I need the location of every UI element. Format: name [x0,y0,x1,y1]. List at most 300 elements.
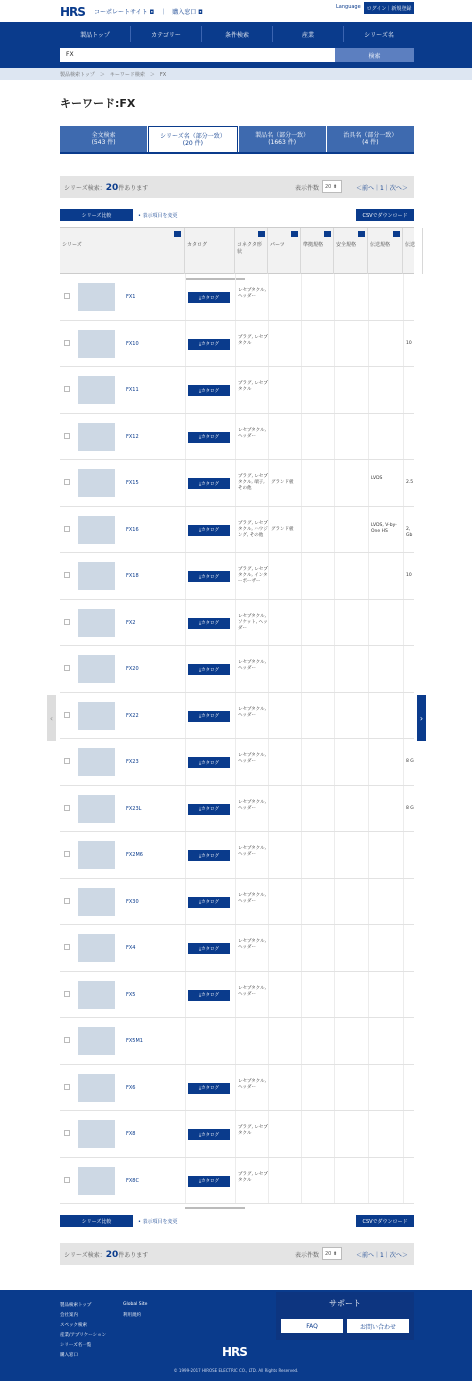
catalog-label: カタログ [201,342,219,347]
main-nav [60,26,414,42]
column-divider [403,507,404,553]
series-link[interactable]: FX12 [126,433,139,440]
shape-cell: レセプタクル, ヘッダー [238,799,266,811]
column-divider [268,367,269,413]
row-checkbox[interactable] [64,293,70,299]
column-divider [235,274,236,320]
tab-count: (1663 件) [268,139,297,146]
product-thumbnail[interactable] [78,748,115,776]
shape-cell: プラグ, レセプタクル [238,1125,268,1136]
footer-link[interactable]: スペック検索 [60,1323,87,1328]
table-row [60,972,414,1019]
row-checkbox[interactable] [64,1084,70,1090]
column-divider [368,553,369,599]
tab-label: 治具名（部分一致） [343,132,398,139]
row-checkbox[interactable] [64,386,70,392]
breadcrumb: 製品検索トップ ＞ キーワード検索 ＞ FX [0,68,472,80]
table-row [60,600,414,647]
column-divider [334,367,335,413]
column-divider [301,274,302,320]
column-divider [235,414,236,460]
series-link[interactable]: FX18 [126,573,139,579]
column-divider [235,460,236,506]
row-checkbox[interactable] [64,712,70,718]
column-divider [235,925,236,971]
filter-icon[interactable] [258,231,265,237]
catalog-label: カタログ [201,388,219,394]
col-compliance [301,228,334,274]
column-divider [268,1018,269,1064]
table-toolbar [60,209,414,221]
search-input[interactable]: FX [60,48,335,62]
column-divider [368,274,369,320]
col-label: コネクタ形状 [237,242,262,255]
row-checkbox[interactable] [64,898,70,904]
column-divider [368,367,369,413]
column-divider [334,460,335,506]
column-divider [403,414,404,460]
shape-cell: レセプタクル, ヘッダー [238,985,266,997]
column-divider [268,972,269,1018]
result-count [64,1250,148,1260]
count-number: 20 [105,183,119,193]
catalog-label: カタログ [201,1086,219,1091]
result-tabs [60,126,414,152]
catalog-button[interactable]: ⤓ カタログ [188,990,230,1001]
transmission-cell: LVDS, V-by-One HS [371,522,397,534]
series-link[interactable]: FX5 [126,991,136,998]
catalog-button[interactable]: ⤓ カタログ [188,292,230,303]
row-checkbox[interactable] [64,805,70,811]
table-row [60,507,414,554]
shape-cell: レセプタクル, ソケット, ヘッダー [238,613,268,631]
catalog-label: カタログ [201,667,219,673]
product-thumbnail[interactable] [78,330,115,358]
column-divider [268,414,269,460]
speed-cell: 8 G [406,805,414,811]
col-catalog [185,228,235,274]
column-divider [368,879,369,925]
shape-cell: レセプタクル, ヘッダー [238,753,266,764]
search-button[interactable]: 検索 [335,48,414,62]
series-link[interactable]: FX15 [126,480,139,486]
filter-icon[interactable] [174,231,181,237]
footer-link[interactable]: Global Site [123,1302,148,1307]
row-checkbox[interactable] [64,433,70,439]
product-thumbnail[interactable] [78,888,115,916]
series-link[interactable]: FX16 [126,526,139,533]
filter-icon[interactable] [358,231,365,237]
faq-button[interactable]: FAQ [281,1319,343,1333]
tab-series[interactable] [148,126,237,152]
login-button[interactable]: ログイン｜新規登録 [364,2,414,14]
count-suffix: 件あります [118,185,149,192]
catalog-label: カタログ [201,1132,219,1138]
nav-condition-search[interactable]: 条件検索 [201,26,272,42]
column-divider [185,600,186,646]
tab-product[interactable] [239,126,326,152]
column-divider [368,1158,369,1204]
copyright: © 1999-2017 HIROSE ELECTRIC CO., LTD. All Rights Reserved. [173,1368,299,1373]
product-thumbnail[interactable] [78,1074,115,1102]
column-divider [334,879,335,925]
column-divider [268,1065,269,1111]
catalog-button[interactable]: ⤓ カタログ [188,897,230,908]
series-link[interactable]: FX30 [126,898,139,905]
catalog-button[interactable]: ⤓ カタログ [188,943,230,954]
shape-cell: レセプタクル, ヘッダー [238,1078,266,1090]
column-divider [403,1065,404,1111]
table-row [60,414,414,461]
column-divider [403,1111,404,1157]
table-row [60,1111,414,1158]
csv-download-button[interactable]: CSVでダウンロード [356,209,414,221]
row-checkbox[interactable] [64,479,70,485]
product-thumbnail[interactable] [78,283,115,311]
column-divider [334,1065,335,1111]
catalog-button[interactable]: ⤓ カタログ [188,757,230,768]
language-link[interactable]: Language [336,4,361,10]
column-divider [334,553,335,599]
column-divider [403,460,404,506]
column-divider [403,1018,404,1064]
product-thumbnail[interactable] [78,702,115,730]
column-divider [268,460,269,506]
series-link[interactable]: FX2 [126,619,136,626]
speed-cell: 2.5 [406,480,414,485]
scroll-right-arrow-icon[interactable]: › [417,695,426,741]
filter-icon[interactable] [324,231,331,237]
catalog-button[interactable]: ⤓ カタログ [188,1129,230,1140]
column-divider [368,832,369,878]
row-checkbox[interactable] [64,944,70,950]
column-divider [301,925,302,971]
column-divider [268,693,269,739]
row-checkbox[interactable] [64,1037,70,1043]
column-divider [185,414,186,460]
series-link[interactable]: FX8 [126,1131,136,1137]
catalog-label: カタログ [201,714,219,719]
footer-link[interactable]: 購入窓口 [60,1353,78,1358]
row-checkbox[interactable] [64,526,70,532]
column-divider [268,321,269,367]
series-link[interactable]: FX20 [126,666,139,672]
per-page-select[interactable]: 20 ⬍ [322,180,342,193]
column-divider [403,1158,404,1204]
row-checkbox[interactable] [64,665,70,671]
catalog-label: カタログ [201,621,219,626]
catalog-button[interactable]: ⤓ カタログ [188,711,230,722]
product-thumbnail[interactable] [78,1120,115,1148]
column-divider [403,972,404,1018]
table-row [60,367,414,414]
catalog-button[interactable]: ⤓ カタログ [188,478,230,489]
change-columns-link[interactable]: • 表示項目を変更 [138,213,178,219]
product-thumbnail[interactable] [78,1027,115,1055]
catalog-button[interactable]: ⤓ カタログ [188,804,230,815]
footer-link[interactable]: 産業/アプリケーション [60,1333,107,1338]
catalog-button[interactable]: ⤓ カタログ [188,618,230,629]
column-divider [334,739,335,785]
catalog-label: カタログ [201,993,219,998]
nav-product-top[interactable]: 製品トップ [80,31,110,39]
tab-count: (543 件) [91,139,116,146]
column-divider [334,925,335,971]
column-divider [235,600,236,646]
column-divider [368,925,369,971]
csv-download-button[interactable]: CSVでダウンロード [356,1215,414,1227]
table-scrollbar-bottom[interactable] [185,1207,245,1209]
column-divider [235,693,236,739]
catalog-button[interactable]: ⤓ カタログ [188,1083,230,1094]
scroll-left-arrow-icon[interactable]: ‹ [47,695,56,741]
footer-logo[interactable]: HRS [222,1345,247,1359]
col-shape [235,228,268,274]
purchase-link[interactable]: 購入窓口 ◘ [172,9,203,16]
column-divider [185,274,186,320]
footer-link[interactable]: 会社案内 [60,1313,78,1318]
page-title: キーワード:FX [60,97,136,110]
column-divider [368,1018,369,1064]
column-divider [301,739,302,785]
column-divider [368,646,369,692]
column-divider [403,600,404,646]
column-divider [334,972,335,1018]
column-divider [185,367,186,413]
series-link[interactable]: FX23 [126,759,139,765]
shape-cell: レセプタクル, ヘッダー [238,939,266,950]
series-link[interactable]: FX1 [126,294,136,300]
product-thumbnail[interactable] [78,795,115,823]
table-row [60,832,414,879]
catalog-label: カタログ [201,760,219,766]
col-label: パーツ [270,242,285,248]
column-divider [235,972,236,1018]
column-divider [368,786,369,832]
column-divider [368,693,369,739]
column-divider [301,879,302,925]
tab-jig[interactable] [327,126,414,152]
column-divider [334,274,335,320]
column-divider [403,739,404,785]
shape-cell: プラグ, レセプタクル [238,381,268,392]
catalog-label: カタログ [201,295,219,301]
product-thumbnail[interactable] [78,516,115,544]
column-divider [368,1065,369,1111]
shape-cell: プラグ, レセプタクル [238,334,268,346]
row-checkbox[interactable] [64,991,70,997]
product-thumbnail[interactable] [78,609,115,637]
hrs-logo[interactable]: HRS [60,5,85,19]
row-checkbox[interactable] [64,758,70,764]
row-checkbox[interactable] [64,1177,70,1183]
nav-category[interactable]: カテゴリー [130,26,201,42]
col-label: 伝送 [405,242,416,248]
series-link[interactable]: FX2M6 [126,852,143,858]
footer-link[interactable]: シリーズ名一覧 [60,1343,92,1348]
tab-label: 全文検索 [91,132,116,139]
column-divider [368,600,369,646]
filter-icon[interactable] [393,231,400,237]
column-divider [403,786,404,832]
series-link[interactable]: FX23L [126,805,142,812]
column-divider [235,879,236,925]
column-divider [403,925,404,971]
series-link[interactable]: FX11 [126,387,139,393]
catalog-label: カタログ [201,946,219,952]
column-divider [334,693,335,739]
column-divider [268,832,269,878]
column-divider [403,321,404,367]
column-divider [268,1111,269,1157]
product-thumbnail[interactable] [78,562,115,590]
table-row [60,739,414,786]
shape-cell: プラグ, レセプタクル, ハウジング, その他 [238,520,268,538]
column-divider [301,972,302,1018]
column-divider [235,1158,236,1204]
row-checkbox[interactable] [64,340,70,346]
per-page-label: 表示件数 [295,185,320,192]
catalog-button[interactable]: ⤓ カタログ [188,571,230,582]
column-divider [268,786,269,832]
pagination[interactable]: ＜前へ｜1｜次へ＞ [356,1252,408,1259]
tab-underline [60,152,414,154]
column-divider [403,693,404,739]
series-link[interactable]: FX22 [126,712,139,719]
row-checkbox[interactable] [64,851,70,857]
column-divider [185,925,186,971]
table-row [60,553,414,600]
col-series [60,228,185,274]
column-divider [185,832,186,878]
product-thumbnail[interactable] [78,841,115,869]
per-page-select[interactable]: 20 ⬍ [322,1247,342,1260]
count-number: 20 [105,1250,119,1260]
catalog-label: カタログ [201,481,219,487]
speed-cell: 10 [406,573,412,578]
column-divider [301,786,302,832]
row-checkbox[interactable] [64,619,70,625]
shape-cell: レセプタクル, ヘッダー [238,660,266,671]
catalog-label: カタログ [201,853,219,859]
column-divider [334,832,335,878]
product-thumbnail[interactable] [78,423,115,451]
column-divider [235,646,236,692]
column-divider [185,553,186,599]
column-divider [185,507,186,553]
product-thumbnail[interactable] [78,655,115,683]
column-divider [301,1018,302,1064]
column-divider [368,321,369,367]
result-count-bar [60,176,414,198]
column-divider [268,507,269,553]
column-divider [334,786,335,832]
column-divider [235,786,236,832]
column-divider [301,321,302,367]
col-transmission [368,228,403,274]
table-row [60,460,414,507]
series-link[interactable]: FX5M1 [126,1038,143,1044]
compare-button[interactable]: シリーズ比較 [60,1215,133,1227]
row-checkbox[interactable] [64,1130,70,1136]
table-row [60,693,414,740]
top-bar [0,0,472,22]
nav-industry[interactable]: 産業 [272,26,343,42]
catalog-button[interactable]: ⤓ カタログ [188,385,230,396]
column-divider [334,646,335,692]
catalog-label: カタログ [201,528,219,533]
product-thumbnail[interactable] [78,981,115,1009]
footer-link[interactable]: 利用規約 [123,1313,141,1318]
product-thumbnail[interactable] [78,469,115,497]
column-divider [185,1018,186,1064]
shape-cell: プラグ, レセプタクル, インターポーザー [238,567,268,584]
support-title: サポート [329,1299,361,1308]
catalog-button[interactable]: ⤓ カタログ [188,850,230,861]
table-row [60,879,414,926]
column-divider [334,414,335,460]
catalog-button[interactable]: ⤓ カタログ [188,1176,230,1187]
tab-fulltext[interactable] [60,126,147,152]
speed-cell: 10 [406,340,412,346]
col-label: 伝送規格 [370,242,391,248]
catalog-button[interactable]: ⤓ カタログ [188,339,230,350]
column-divider [403,832,404,878]
catalog-label: カタログ [201,807,219,812]
column-divider [301,832,302,878]
column-divider [368,414,369,460]
tab-count: (20 件) [182,140,203,147]
row-checkbox[interactable] [64,572,70,578]
catalog-button[interactable]: ⤓ カタログ [188,432,230,443]
column-divider [301,1158,302,1204]
compare-button[interactable]: シリーズ比較 [60,209,133,221]
series-link[interactable]: FX8C [126,1177,139,1184]
series-link[interactable]: FX4 [126,945,136,951]
product-thumbnail[interactable] [78,376,115,404]
corporate-site-link[interactable]: コーポレートサイト ◘ [94,9,155,16]
footer-link[interactable]: 製品検索トップ [60,1303,92,1308]
contact-button[interactable]: お問い合わせ [347,1319,409,1333]
pagination[interactable]: ＜前へ｜1｜次へ＞ [356,185,408,192]
count-prefix: シリーズ検索： [64,1252,106,1259]
product-thumbnail[interactable] [78,934,115,962]
table-row [60,274,414,321]
column-divider [403,879,404,925]
catalog-label: カタログ [201,574,219,580]
nav-series-name[interactable]: シリーズ名 [343,26,414,42]
catalog-button[interactable]: ⤓ カタログ [188,525,230,536]
column-divider [185,972,186,1018]
table-row [60,1065,414,1112]
filter-icon[interactable] [291,231,298,237]
catalog-label: カタログ [201,900,219,905]
product-thumbnail[interactable] [78,1167,115,1195]
col-label: カタログ [187,242,208,248]
column-divider [334,507,335,553]
column-divider [268,879,269,925]
catalog-label: カタログ [201,435,219,440]
series-link[interactable]: FX6 [126,1084,136,1091]
support-box [276,1292,414,1340]
catalog-button[interactable]: ⤓ カタログ [188,664,230,675]
change-columns-link[interactable]: • 表示項目を変更 [138,1219,178,1225]
col-safety [334,228,368,274]
speed-cell: 8 G [406,759,414,764]
series-link[interactable]: FX10 [126,340,139,347]
col-speed [403,228,423,274]
column-divider [185,460,186,506]
